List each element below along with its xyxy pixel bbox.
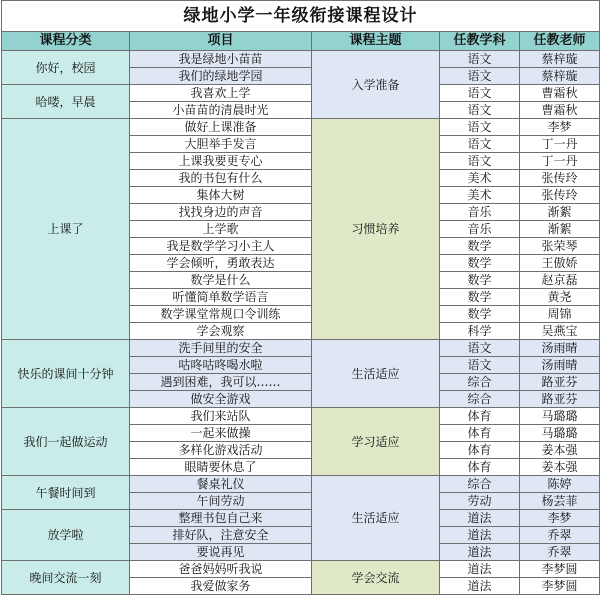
subject-cell: 语文 [440,340,520,357]
teacher-cell: 乔翠 [520,544,600,561]
teacher-cell: 张荣琴 [520,238,600,255]
project-cell: 多样化游戏活动 [130,442,312,459]
teacher-cell: 渐絮 [520,204,600,221]
subject-cell: 综合 [440,374,520,391]
subject-cell: 劳动 [440,493,520,510]
header-subject: 任教学科 [440,32,520,51]
teacher-cell: 杨芸菲 [520,493,600,510]
teacher-cell: 汤雨晴 [520,357,600,374]
subject-cell: 数学 [440,289,520,306]
subject-cell: 道法 [440,527,520,544]
project-cell: 数学课堂常规口令训练 [130,306,312,323]
project-cell: 遇到困难，我可以…… [130,374,312,391]
project-cell: 眼睛要休息了 [130,459,312,476]
theme-cell: 生活适应 [312,476,440,561]
teacher-cell: 曹霜秋 [520,85,600,102]
project-cell: 找找身边的声音 [130,204,312,221]
table-row [2,408,600,425]
project-cell: 我们来站队 [130,408,312,425]
teacher-cell: 姜本强 [520,442,600,459]
project-cell: 我喜欢上学 [130,85,312,102]
subject-cell: 美术 [440,170,520,187]
teacher-cell: 马璐璐 [520,425,600,442]
subject-cell: 数学 [440,255,520,272]
subject-cell: 综合 [440,391,520,408]
project-cell: 学会倾听，勇敢表达 [130,255,312,272]
table-row [2,476,600,493]
teacher-cell: 蔡梓璇 [520,51,600,68]
teacher-cell: 路亚芬 [520,391,600,408]
header-teacher: 任教老师 [520,32,600,51]
category-cell: 晚间交流一刻 [2,561,130,595]
project-cell: 餐桌礼仪 [130,476,312,493]
teacher-cell: 乔翠 [520,527,600,544]
category-cell: 午餐时间到 [2,476,130,510]
table-row [2,85,600,102]
subject-cell: 语文 [440,153,520,170]
teacher-cell: 赵京磊 [520,272,600,289]
subject-cell: 道法 [440,561,520,578]
subject-cell: 数学 [440,306,520,323]
teacher-cell: 陈婷 [520,476,600,493]
subject-cell: 道法 [440,544,520,561]
teacher-cell: 马璐璐 [520,408,600,425]
teacher-cell: 丁一丹 [520,153,600,170]
table-title: 绿地小学一年级衔接课程设计 [2,1,600,32]
header-theme: 课程主题 [312,32,440,51]
subject-cell: 美术 [440,187,520,204]
subject-cell: 数学 [440,238,520,255]
project-cell: 午间劳动 [130,493,312,510]
category-cell: 你好，校园 [2,51,130,85]
table-row [2,119,600,136]
teacher-cell: 张传玲 [520,170,600,187]
theme-cell: 入学准备 [312,51,440,119]
category-cell: 哈喽，早晨 [2,85,130,119]
subject-cell: 体育 [440,459,520,476]
teacher-cell: 李梦圆 [520,561,600,578]
teacher-cell: 周锦 [520,306,600,323]
teacher-cell: 汤雨晴 [520,340,600,357]
project-cell: 咕咚咕咚喝水啦 [130,357,312,374]
teacher-cell: 姜本强 [520,459,600,476]
subject-cell: 音乐 [440,204,520,221]
project-cell: 我们的绿地学园 [130,68,312,85]
subject-cell: 语文 [440,51,520,68]
project-cell: 我是绿地小苗苗 [130,51,312,68]
project-cell: 数学是什么 [130,272,312,289]
subject-cell: 体育 [440,442,520,459]
project-cell: 小苗苗的清晨时光 [130,102,312,119]
header-project: 项目 [130,32,312,51]
subject-cell: 科学 [440,323,520,340]
teacher-cell: 黄尧 [520,289,600,306]
subject-cell: 语文 [440,136,520,153]
project-cell: 排好队，注意安全 [130,527,312,544]
project-cell: 集体大树 [130,187,312,204]
subject-cell: 语文 [440,357,520,374]
project-cell: 大胆举手发言 [130,136,312,153]
category-cell: 快乐的课间十分钟 [2,340,130,408]
project-cell: 我是数学学习小主人 [130,238,312,255]
header-category: 课程分类 [2,32,130,51]
subject-cell: 综合 [440,476,520,493]
curriculum-table [1,0,600,595]
table-body [2,51,600,595]
teacher-cell: 王傲娇 [520,255,600,272]
subject-cell: 道法 [440,578,520,595]
category-cell: 我们一起做运动 [2,408,130,476]
subject-cell: 道法 [440,510,520,527]
theme-cell: 生活适应 [312,340,440,408]
teacher-cell: 吴燕宝 [520,323,600,340]
project-cell: 做好上课准备 [130,119,312,136]
project-cell: 爸爸妈妈听我说 [130,561,312,578]
project-cell: 要说再见 [130,544,312,561]
project-cell: 我的书包有什么 [130,170,312,187]
theme-cell: 习惯培养 [312,119,440,340]
project-cell: 学会观察 [130,323,312,340]
subject-cell: 数学 [440,272,520,289]
subject-cell: 音乐 [440,221,520,238]
subject-cell: 语文 [440,102,520,119]
subject-cell: 语文 [440,119,520,136]
subject-cell: 体育 [440,425,520,442]
teacher-cell: 张传玲 [520,187,600,204]
teacher-cell: 李梦圆 [520,578,600,595]
table-row [2,510,600,527]
project-cell: 上课我要更专心 [130,153,312,170]
table-row [2,51,600,68]
teacher-cell: 蔡梓璇 [520,68,600,85]
subject-cell: 语文 [440,85,520,102]
project-cell: 洗手间里的安全 [130,340,312,357]
theme-cell: 学会交流 [312,561,440,595]
project-cell: 整理书包自己来 [130,510,312,527]
theme-cell: 学习适应 [312,408,440,476]
table-row [2,340,600,357]
project-cell: 上学歌 [130,221,312,238]
project-cell: 做安全游戏 [130,391,312,408]
category-cell: 上课了 [2,119,130,340]
teacher-cell: 渐絮 [520,221,600,238]
project-cell: 听懂简单数学语言 [130,289,312,306]
teacher-cell: 李梦 [520,510,600,527]
category-cell: 放学啦 [2,510,130,561]
subject-cell: 体育 [440,408,520,425]
project-cell: 我爱做家务 [130,578,312,595]
teacher-cell: 曹霜秋 [520,102,600,119]
subject-cell: 语文 [440,68,520,85]
project-cell: 一起来做操 [130,425,312,442]
teacher-cell: 李梦 [520,119,600,136]
teacher-cell: 丁一丹 [520,136,600,153]
teacher-cell: 路亚芬 [520,374,600,391]
table-row [2,561,600,578]
